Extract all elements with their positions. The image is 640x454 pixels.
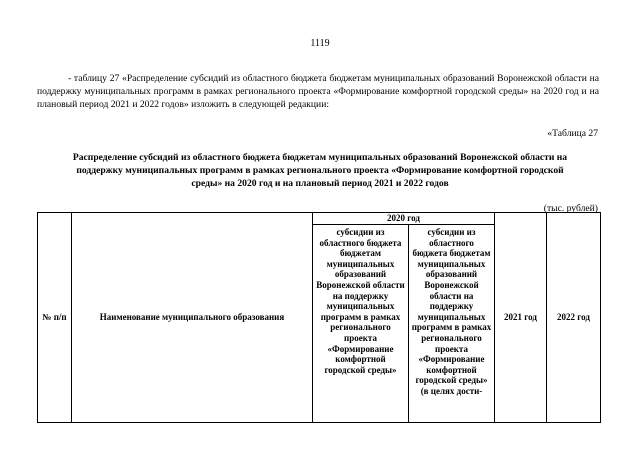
table-header-row-1 [38,213,601,225]
table-heading: Распределение субсидий из областного бюджета бюджетам муниципальных образований Воронежской области на поддержку муниципальных программ в рамках регионального проекта «Формирование комфортной городской среды» на 2020 год и на плановый период 2021 и 2022 годов [72,152,568,189]
header-municipality-name: Наименование муниципального образования [72,213,313,423]
header-number: № п/п [38,213,72,423]
subsidy-table [37,212,601,423]
intro-paragraph [37,72,599,111]
units-label: (тыс. рублей) [543,203,598,214]
page-number: 1119 [310,38,330,49]
header-2020-subsidy-b: субсидии из областного бюджета бюджетам муниципальных образований Воронежской области на поддержку муниципальных программ в рамках регионального проекта «Формирование комфортной городской среды» (в целях дости- [409,225,495,423]
intro-text: - таблицу 27 «Распределение субсидий из областного бюджета бюджетам муниципальных образований Воронежской области на поддержку муниципальных программ в рамках регионального проекта «Формирование комфортной городской среды» на 2020 год и на плановый период 2021 и 2022 годов» изложить в следующей редакции: [37,73,599,110]
table-reference: «Таблица 27 [547,128,598,139]
header-year-2020: 2020 год [313,213,495,225]
header-2020-subsidy-a: субсидии из областного бюджета бюджетам муниципальных образований Воронежской области на поддержку муниципальных программ в рамках регионального проекта «Формирование комфортной городской среды» [313,225,409,423]
header-year-2022: 2022 год [547,213,601,423]
header-year-2021: 2021 год [495,213,547,423]
